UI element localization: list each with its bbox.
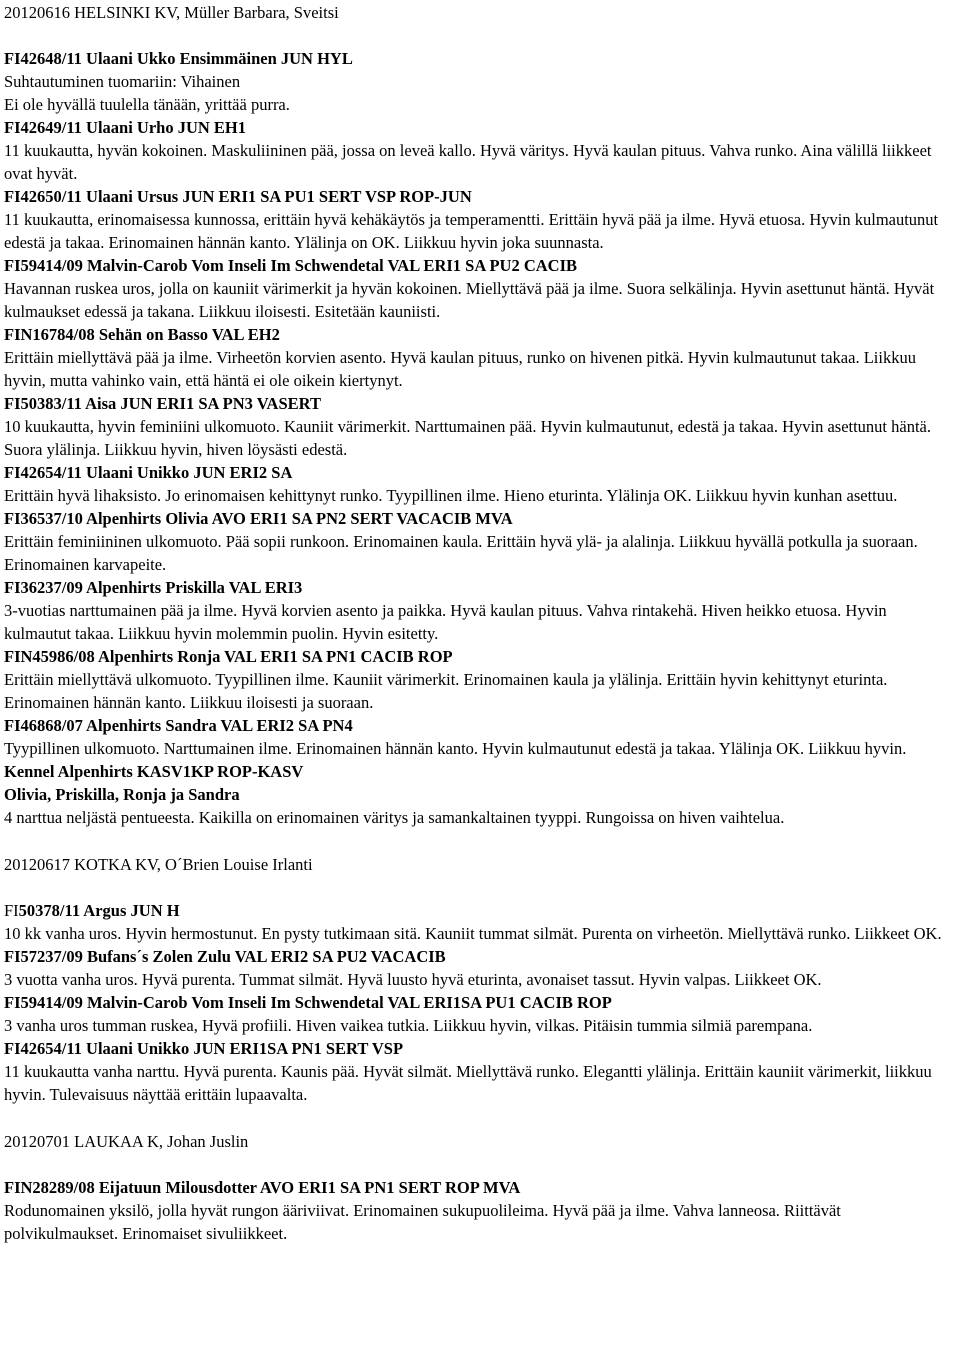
- show-header: 20120617 KOTKA KV, O´Brien Louise Irlanti: [4, 855, 313, 874]
- dog-description: 3-vuotias narttumainen pää ja ilme. Hyvä korvien asento ja paikka. Hyvä kaulan pituus. Vahva rintakehä. Hiven heikko etuosa. Hyvin kulmautut takaa. Liikkuu hyvin molemmin puolin. Hyvin esitetty.: [4, 601, 887, 643]
- dog-entry: [4, 254, 948, 323]
- dog-description: 11 kuukautta vanha narttu. Hyvä purenta. Kaunis pää. Hyvät silmät. Miellyttävä runko. Elegantti ylälinja. Erittäin kauniit värimerkit, liikkuu hyvin. Tulevaisuus näyttää erittäin lupaavalta.: [4, 1062, 932, 1104]
- dog-entry: [4, 1037, 948, 1106]
- kennel-description: 4 narttua neljästä pentueesta. Kaikilla on erinomainen väritys ja samankaltainen tyyppi. Rungoissa on hiven vaihtelua.: [4, 808, 785, 827]
- show-header: 20120616 HELSINKI KV, Müller Barbara, Sveitsi: [4, 3, 339, 22]
- dog-entry: [4, 507, 948, 576]
- dog-description: Erittäin miellyttävä pää ja ilme. Virheetön korvien asento. Hyvä kaulan pituus, runko on hivenen pitkä. Hyvin kulmautunut takaa. Liikkuu hyvin, mutta vahinko vain, että häntä ei ole oikein kiertynyt.: [4, 348, 916, 390]
- dog-title: [4, 899, 948, 922]
- dog-description: 11 kuukautta, hyvän kokoinen. Maskuliininen pää, jossa on leveä kallo. Hyvä väritys. Hyvä kaulan pituus. Vahva runko. Aina välillä liikkeet ovat hyvät.: [4, 141, 932, 183]
- dog-description: Erittäin hyvä lihaksisto. Jo erinomaisen kehittynyt runko. Tyypillinen ilme. Hieno eturinta. Ylälinja OK. Liikkuu hyvin kunhan asettuu.: [4, 486, 898, 505]
- dog-title: FI42654/11 Ulaani Unikko JUN ERI2 SA: [4, 463, 293, 482]
- dog-entry: [4, 714, 948, 760]
- dog-title-prefix: FI: [4, 901, 19, 920]
- dog-title: FI42649/11 Ulaani Urho JUN EH1: [4, 118, 247, 137]
- dog-title: FI42654/11 Ulaani Unikko JUN ERI1SA PN1 SERT VSP: [4, 1039, 404, 1058]
- dog-description: 3 vuotta vanha uros. Hyvä purenta. Tummat silmät. Hyvä luusto hyvä eturinta, avonaiset tassut. Hyvin valpas. Liikkeet OK.: [4, 970, 822, 989]
- dog-title: FI46868/07 Alpenhirts Sandra VAL ERI2 SA PN4: [4, 716, 353, 735]
- dog-entry: [4, 1176, 948, 1245]
- dog-title: FI42648/11 Ulaani Ukko Ensimmäinen JUN HYL: [4, 49, 353, 68]
- show-helsinki: [4, 0, 948, 829]
- dog-entry: [4, 185, 948, 254]
- dog-description: 11 kuukautta, erinomaisessa kunnossa, erittäin hyvä kehäkäytös ja temperamentti. Erittäin hyvä pää ja ilme. Hyvä etuosa. Hyvin kulmautunut edestä ja takaa. Erinomainen hännän kanto. Ylälinja on OK. Liikkuu hyvin joka suunnasta.: [4, 210, 939, 252]
- show-header: 20120701 LAUKAA K, Johan Juslin: [4, 1132, 249, 1151]
- dog-title: FI57237/09 Bufans´s Zolen Zulu VAL ERI2 SA PU2 VACACIB: [4, 947, 446, 966]
- dog-entry: [4, 945, 948, 991]
- dog-entry: [4, 899, 948, 945]
- dog-title-rest: 50378/11 Argus JUN H: [18, 901, 180, 920]
- dog-description: 10 kuukautta, hyvin feminiini ulkomuoto. Kauniit värimerkit. Narttumainen pää. Hyvin kulmautunut, edestä ja takaa. Hyvin asettunut häntä. Suora ylälinja. Liikkuu hyvin, hiven löysästi edestä.: [4, 417, 931, 459]
- dog-description: 10 kk vanha uros. Hyvin hermostunut. En pysty tutkimaan sitä. Kauniit tummat silmät. Purenta on virheetön. Miellyttävä runko. Liikkeet OK.: [4, 924, 942, 943]
- dog-description: Erittäin feminiininen ulkomuoto. Pää sopii runkoon. Erinomainen kaula. Erittäin hyvä ylä- ja alalinja. Liikkuu hyvällä potkulla ja suoraan. Erinomainen karvapeite.: [4, 532, 918, 574]
- dog-title: FIN16784/08 Sehän on Basso VAL EH2: [4, 325, 280, 344]
- dog-title: FI59414/09 Malvin-Carob Vom Inseli Im Schwendetal VAL ERI1SA PU1 CACIB ROP: [4, 993, 612, 1012]
- kennel-title: Kennel Alpenhirts KASV1KP ROP-KASV Olivia, Priskilla, Ronja ja Sandra: [4, 762, 304, 804]
- dog-title: FIN45986/08 Alpenhirts Ronja VAL ERI1 SA PN1 CACIB ROP: [4, 647, 453, 666]
- dog-description: 3 vanha uros tumman ruskea, Hyvä profiili. Hiven vaikea tutkia. Liikkuu hyvin, vilkas. Pitäisin tummia silmiä parempana.: [4, 1016, 813, 1035]
- dog-description: Erittäin miellyttävä ulkomuoto. Tyypillinen ilme. Kauniit värimerkit. Erinomainen kaula ja ylälinja. Erittäin hyvin kehittynyt eturinta. Erinomainen hännän kanto. Liikkuu iloisesti ja suoraan.: [4, 670, 888, 712]
- dog-title: FIN28289/08 Eijatuun Milousdotter AVO ERI1 SA PN1 SERT ROP MVA: [4, 1178, 521, 1197]
- dog-entry: [4, 392, 948, 461]
- dog-entry: [4, 47, 948, 116]
- dog-description: Havannan ruskea uros, jolla on kauniit värimerkit ja hyvän kokoinen. Miellyttävä pää ja ilme. Suora selkälinja. Hyvin asettunut häntä. Hyvät kulmaukset edessä ja takana. Liikkuu iloisesti. Esitetään kauniisti.: [4, 279, 935, 321]
- dog-title: FI59414/09 Malvin-Carob Vom Inseli Im Schwendetal VAL ERI1 SA PU2 CACIB: [4, 256, 578, 275]
- dog-title: FI42650/11 Ulaani Ursus JUN ERI1 SA PU1 SERT VSP ROP-JUN: [4, 187, 472, 206]
- dog-entry: [4, 116, 948, 185]
- dog-entry: [4, 645, 948, 714]
- dog-description: Suhtautuminen tuomariin: Vihainen Ei ole hyvällä tuulella tänään, yrittää purra.: [4, 72, 290, 114]
- show-kotka: [4, 852, 948, 1106]
- dog-entry: [4, 461, 948, 507]
- show-laukaa: [4, 1129, 948, 1245]
- dog-entry: [4, 991, 948, 1037]
- dog-entry: [4, 576, 948, 645]
- kennel-entry: [4, 760, 948, 829]
- dog-description: Tyypillinen ulkomuoto. Narttumainen ilme. Erinomainen hännän kanto. Hyvin kulmautunut edestä ja takaa. Ylälinja OK. Liikkuu hyvin.: [4, 739, 907, 758]
- dog-title: FI36237/09 Alpenhirts Priskilla VAL ERI3: [4, 578, 303, 597]
- dog-title: FI50383/11 Aisa JUN ERI1 SA PN3 VASERT: [4, 394, 321, 413]
- dog-title: FI36537/10 Alpenhirts Olivia AVO ERI1 SA PN2 SERT VACACIB MVA: [4, 509, 513, 528]
- dog-entry: [4, 323, 948, 392]
- dog-description: Rodunomainen yksilö, jolla hyvät rungon ääriviivat. Erinomainen sukupuolileima. Hyvä pää ja ilme. Vahva lanneosa. Riittävät polvikulmaukset. Erinomaiset sivuliikkeet.: [4, 1201, 841, 1243]
